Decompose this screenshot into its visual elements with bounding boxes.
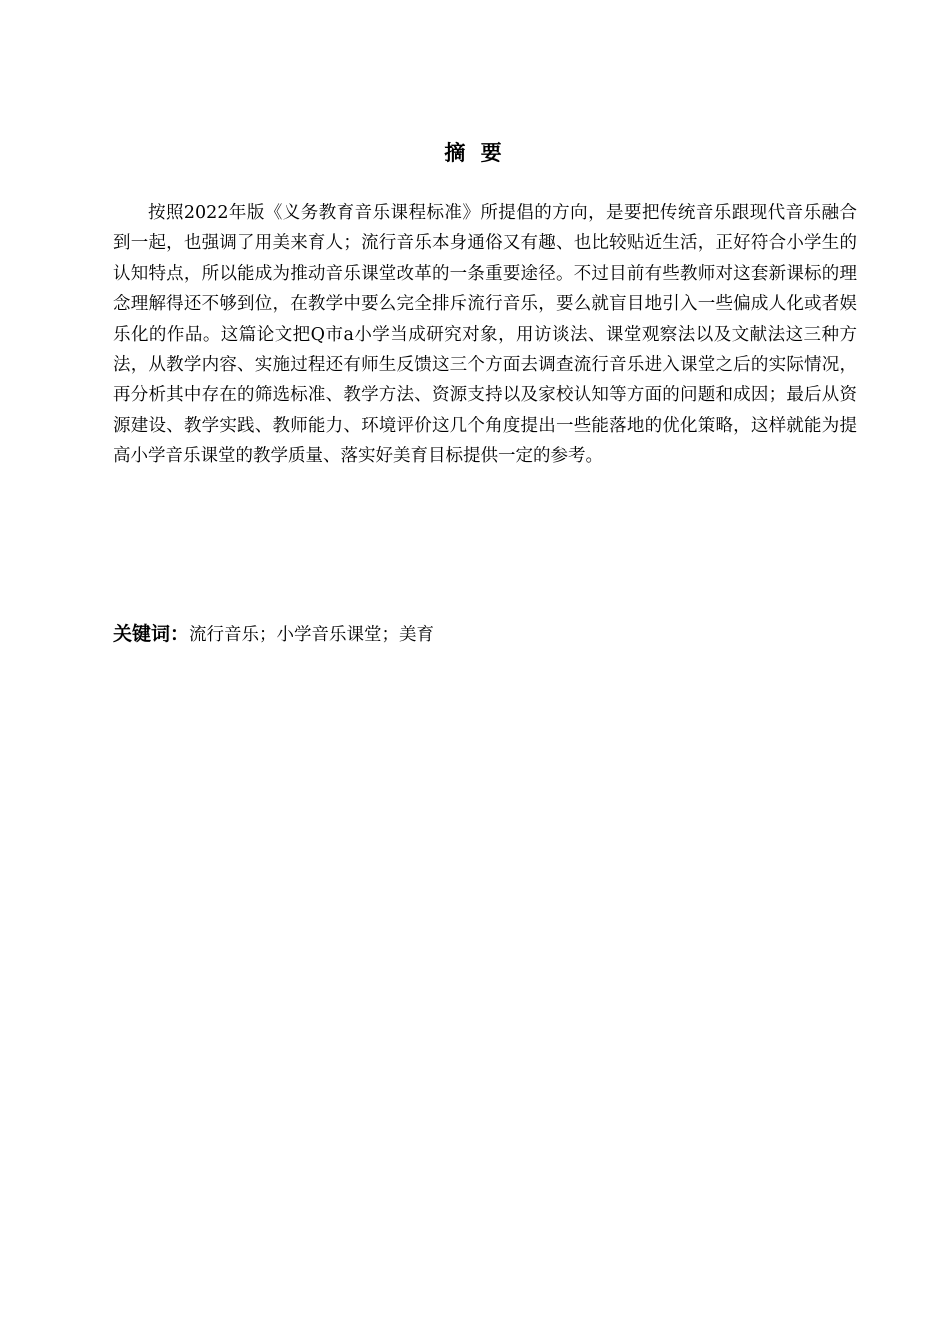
abstract-title: 摘 要 bbox=[444, 141, 506, 165]
keywords-list: 流行音乐；小学音乐课堂；美育 bbox=[189, 625, 435, 645]
keywords-label: 关键词： bbox=[113, 623, 190, 645]
abstract-body: 按照2022年版《义务教育音乐课程标准》所提倡的方向，是要把传统音乐跟现代音乐融合到一起，也强调了用美来育人；流行音乐本身通俗又有趣、也比较贴近生活，正好符合小学生的认知特点，所以能成为推动音乐课堂改革的一条重要途径。不过目前有些教师对这套新课标的理念理解得还不够到位，在教学中要么完全排斥流行音乐，要么就盲目地引入一些偏成人化或者娱乐化的作品。这篇论文把Q市a小学当成研究对象，用访谈法、课堂观察法以及文献法这三种方法，从教学内容、实施过程还有师生反馈这三个方面去调查流行音乐进入课堂之后的实际情况，再分析其中存在的筛选标准、教学方法、资源支持以及家校认知等方面的问题和成因；最后从资源建设、教学实践、教师能力、环境评价这几个角度提出一些能落地的优化策略，这样就能为提高小学音乐课堂的教学质量、落实好美育目标提供一定的参考。 bbox=[113, 203, 857, 467]
keywords-line bbox=[113, 619, 857, 650]
